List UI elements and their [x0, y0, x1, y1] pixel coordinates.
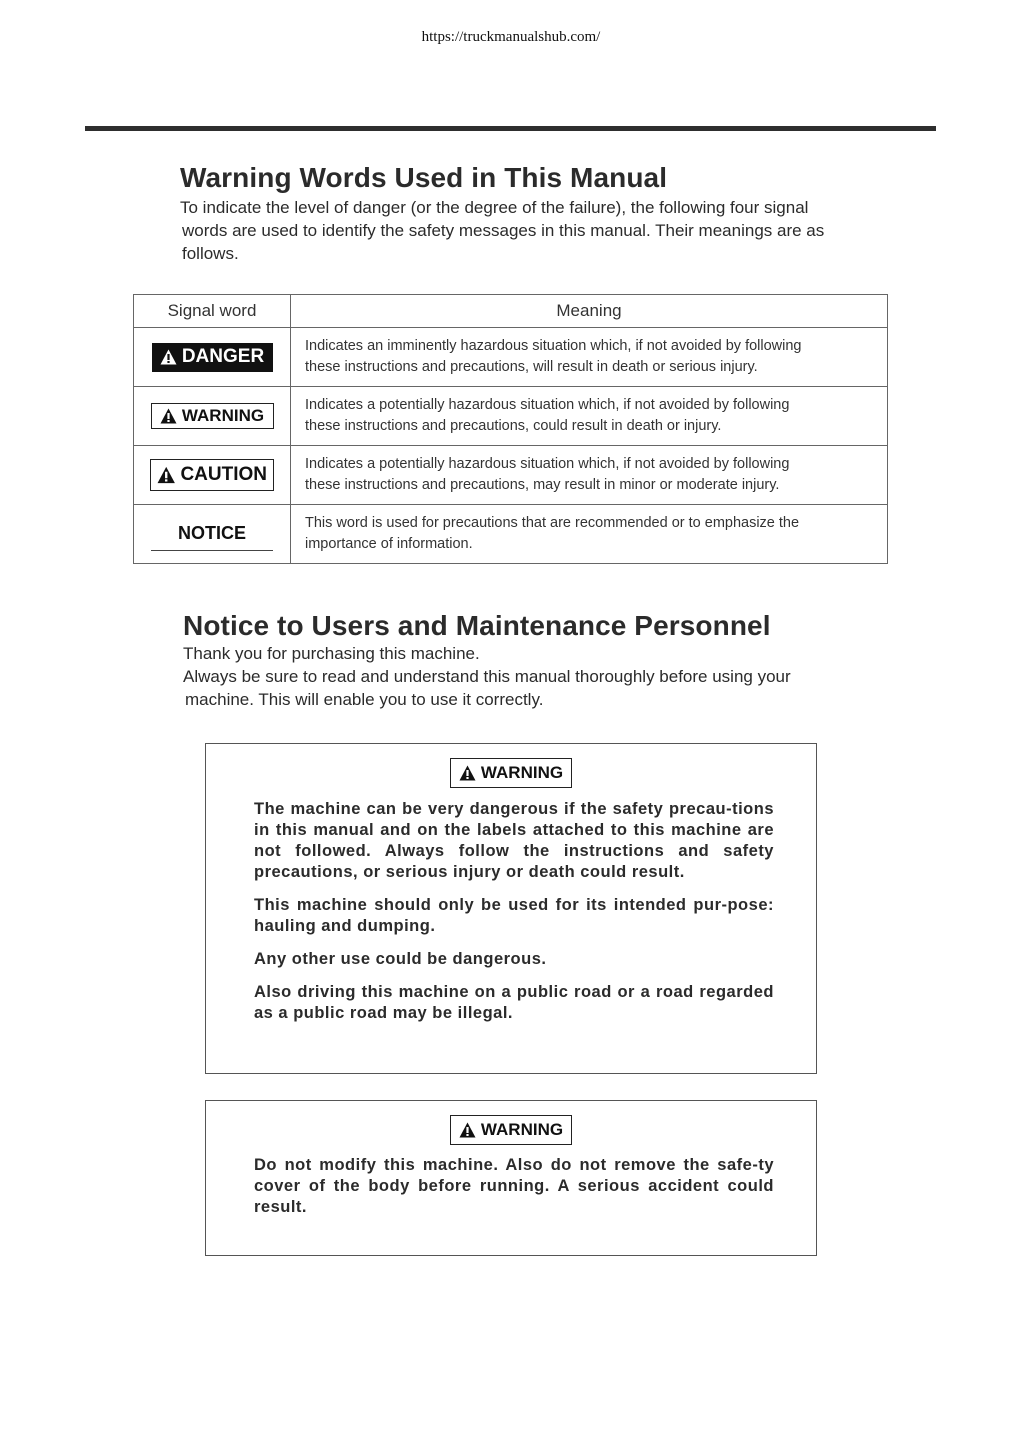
header-rule: [85, 126, 936, 131]
signal-word-cell: [134, 446, 291, 505]
meaning-cell: [291, 387, 888, 446]
warning-badge-wrap: [206, 758, 816, 788]
notice-line: Always be sure to read and understand this manual thoroughly before using your: [183, 667, 791, 686]
warning-triangle-icon: [157, 466, 175, 484]
notice-line: machine. This will enable you to use it correctly.: [185, 690, 544, 709]
meaning-cell: [291, 505, 888, 564]
page-url: https://truckmanualshub.com/: [421, 29, 601, 45]
meaning-line: these instructions and precautions, could result in death or injury.: [305, 418, 722, 434]
intro-line: To indicate the level of danger (or the degree of the failure), the following four signal: [180, 198, 809, 217]
meaning-line: these instructions and precautions, will result in death or serious injury.: [305, 359, 758, 375]
warning-triangle-icon: [459, 765, 476, 781]
meaning-line: Indicates a potentially hazardous situation which, if not avoided by following: [305, 397, 790, 413]
warning-badge: [450, 758, 572, 788]
meaning-line: Indicates an imminently hazardous situation which, if not avoided by following: [305, 338, 802, 354]
warning-triangle-icon: [459, 1122, 476, 1138]
danger-label: DANGER: [181, 346, 265, 367]
warning-badge-wrap: [206, 1115, 816, 1145]
warning-badge: [151, 403, 274, 429]
section-title-warning-words: Warning Words Used in This Manual: [180, 162, 668, 193]
table-row-warning: [134, 387, 888, 446]
warning-paragraph: Do not modify this machine. Also do not remove the safe-ty cover of the body before running. A serious accident could result.: [254, 1156, 774, 1216]
table-row-caution: [134, 446, 888, 505]
meaning-line: Indicates a potentially hazardous situation which, if not avoided by following: [305, 456, 790, 472]
intro-line: words are used to identify the safety messages in this manual. Their meanings are as: [182, 221, 825, 240]
caution-badge: [150, 459, 274, 491]
warning-paragraph: This machine should only be used for its intended pur-pose: hauling and dumping.: [254, 896, 774, 935]
warning-label: WARNING: [181, 406, 265, 425]
danger-badge: [152, 343, 273, 372]
notice-intro: [183, 642, 883, 711]
column-header-meaning: Meaning: [291, 295, 888, 328]
section-title-notice: Notice to Users and Maintenance Personnel: [183, 610, 771, 641]
intro-line: follows.: [182, 244, 239, 263]
warning-paragraph: Also driving this machine on a public road or a road regarded as a public road may be illegal.: [254, 983, 774, 1022]
caution-label: CAUTION: [180, 464, 267, 485]
notice-line: Thank you for purchasing this machine.: [183, 644, 480, 663]
signal-word-cell: [134, 505, 291, 564]
meaning-line: This word is used for precautions that are recommended or to emphasize the: [305, 515, 800, 531]
warning-triangle-icon: [160, 408, 177, 424]
warning-label: WARNING: [480, 763, 564, 782]
meaning-cell: [291, 446, 888, 505]
warning-words-intro: [180, 196, 900, 265]
table-header-row: [134, 295, 888, 328]
column-header-signal-word: Signal word: [134, 295, 291, 328]
meaning-line: these instructions and precautions, may result in minor or moderate injury.: [305, 477, 780, 493]
signal-word-cell: [134, 387, 291, 446]
warning-triangle-icon: [160, 349, 177, 365]
warning-paragraph: Any other use could be dangerous.: [254, 950, 547, 968]
meaning-cell: [291, 328, 888, 387]
table-row-notice: [134, 505, 888, 564]
notice-label: NOTICE: [151, 523, 273, 551]
warning-paragraph: The machine can be very dangerous if the safety precau-tions in this manual and on the labels attached to this machine are not followed. Always follow the instructions and safety precautions, or serious injury or death could result.: [254, 800, 774, 881]
warning-label: WARNING: [480, 1120, 564, 1139]
meaning-line: importance of information.: [305, 536, 473, 552]
warning-badge: [450, 1115, 572, 1145]
signal-word-table: [133, 294, 888, 564]
signal-word-cell: [134, 328, 291, 387]
warning-box: [205, 1100, 817, 1256]
table-row-danger: [134, 328, 888, 387]
warning-box: [205, 743, 817, 1074]
